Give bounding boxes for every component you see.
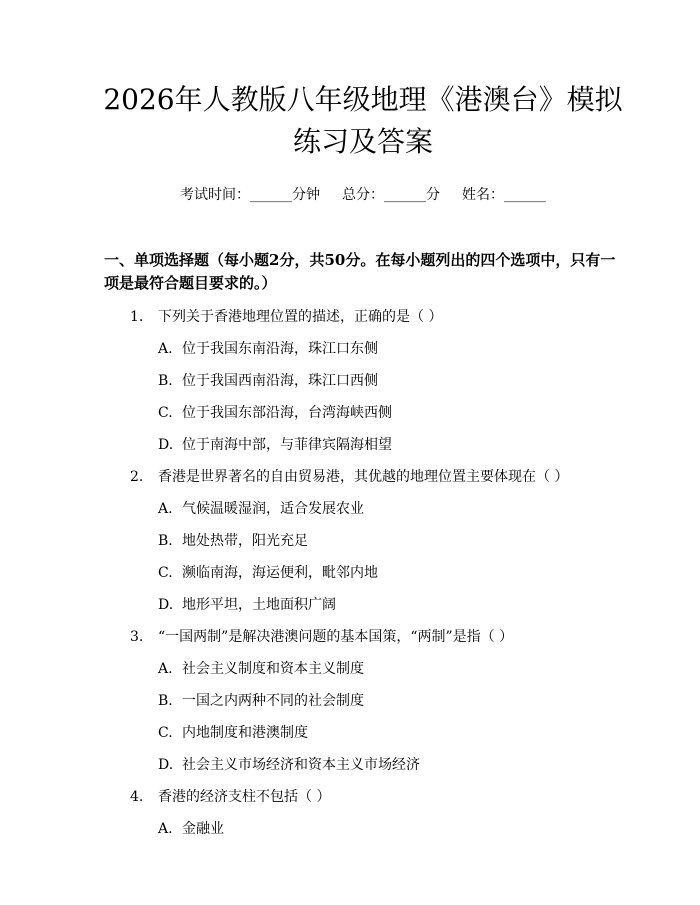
- option-letter: A.: [158, 341, 173, 357]
- total-score-label: 总分：______分: [342, 187, 440, 203]
- option-item: [104, 563, 622, 583]
- question-stem: “一国两制”是解决港澳问题的基本国策，“两制”是指（ ）: [158, 629, 514, 645]
- question-stem: 下列关于香港地理位置的描述，正确的是（ ）: [158, 309, 443, 325]
- option-letter: A.: [158, 501, 173, 517]
- document-title: 2026年人教版八年级地理《港澳台》模拟练习及答案: [103, 83, 623, 158]
- option-text: 位于我国东部沿海，台湾海峡西侧: [182, 405, 392, 421]
- question-4: [104, 787, 622, 807]
- question-number: 4.: [130, 789, 144, 805]
- question-stem: 香港的经济支柱不包括（ ）: [158, 789, 331, 805]
- option-item: [104, 691, 622, 711]
- exam-info-line: [104, 185, 622, 205]
- option-item: [104, 659, 622, 679]
- section-heading: 一、单项选择题（每小题2分，共50分。在每小题列出的四个选项中，只有一项是最符合题目要求的。）: [104, 251, 616, 292]
- option-letter: C.: [158, 565, 173, 581]
- option-item: [104, 499, 622, 519]
- question-2: [104, 467, 622, 487]
- name-label: 姓名：______: [462, 187, 546, 203]
- option-item: [104, 595, 622, 615]
- option-text: 社会主义市场经济和资本主义市场经济: [182, 757, 420, 773]
- option-letter: A.: [158, 661, 173, 677]
- question-stem: 香港是世界著名的自由贸易港，其优越的地理位置主要体现在（ ）: [158, 469, 569, 485]
- option-text: 地处热带，阳光充足: [182, 533, 308, 549]
- option-letter: C.: [158, 725, 173, 741]
- option-text: 社会主义制度和资本主义制度: [182, 661, 364, 677]
- option-item: [104, 531, 622, 551]
- option-text: 位于我国西南沿海，珠江口西侧: [182, 373, 378, 389]
- option-text: 一国之内两种不同的社会制度: [182, 693, 364, 709]
- option-item: [104, 755, 622, 775]
- option-letter: A.: [158, 821, 173, 837]
- option-text: 位于我国东南沿海，珠江口东侧: [182, 341, 378, 357]
- option-text: 气候温暖湿润，适合发展农业: [182, 501, 364, 517]
- question-number: 3.: [130, 629, 144, 645]
- option-item: [104, 435, 622, 455]
- option-item: [104, 403, 622, 423]
- option-item: [104, 819, 622, 839]
- option-letter: D.: [158, 757, 174, 773]
- option-letter: D.: [158, 437, 174, 453]
- option-text: 濒临南海，海运便利，毗邻内地: [182, 565, 378, 581]
- option-text: 内地制度和港澳制度: [182, 725, 308, 741]
- question-number: 1.: [130, 309, 144, 325]
- question-1: [104, 307, 622, 327]
- option-letter: B.: [158, 533, 173, 549]
- option-item: [104, 339, 622, 359]
- exam-time-label: 考试时间：______分钟: [180, 187, 320, 203]
- option-letter: D.: [158, 597, 174, 613]
- option-text: 地形平坦，土地面积广阔: [182, 597, 336, 613]
- question-number: 2.: [130, 469, 144, 485]
- option-item: [104, 371, 622, 391]
- option-item: [104, 723, 622, 743]
- option-text: 位于南海中部，与菲律宾隔海相望: [182, 437, 392, 453]
- option-text: 金融业: [182, 821, 224, 837]
- option-letter: C.: [158, 405, 173, 421]
- option-letter: B.: [158, 693, 173, 709]
- question-3: [104, 627, 622, 647]
- option-letter: B.: [158, 373, 173, 389]
